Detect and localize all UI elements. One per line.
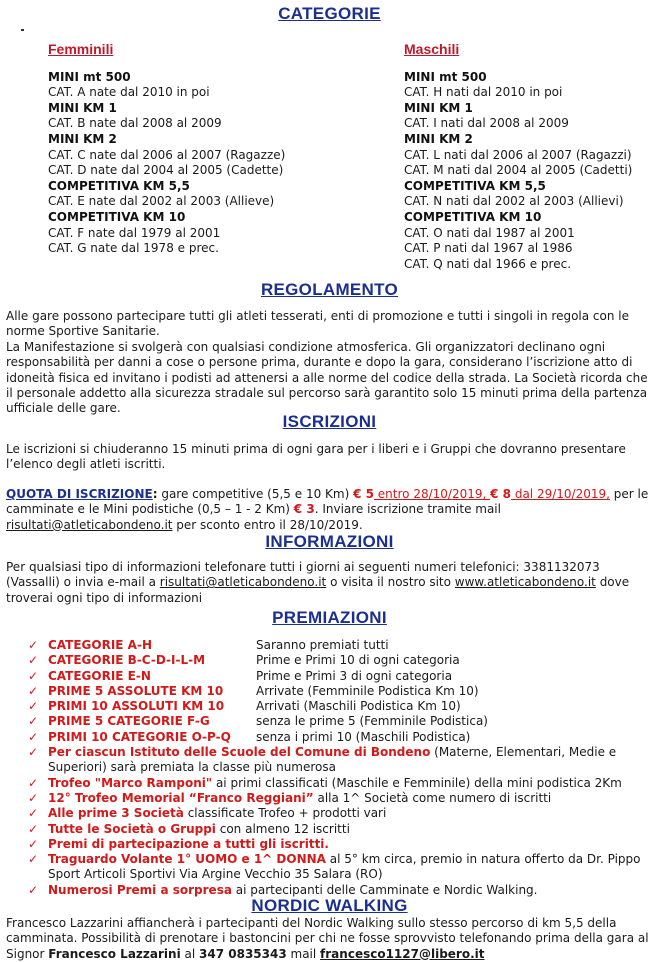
maschili-distance-label: MINI KM 2 xyxy=(404,131,473,146)
nordic-text-1: Francesco Lazzarini affiancherà i partecipanti del Nordic Walking sullo stesso percorso di km 5,5 della camminata. Possibilità di prenotare i bastoncini per chi ne fosse sprovvisto telefonando prima della gara al Signor xyxy=(6,916,649,961)
prize-extra-row xyxy=(30,837,655,852)
check-icon: ✓ xyxy=(28,699,39,714)
check-icon: ✓ xyxy=(28,790,39,805)
femminili-category-line: CAT. C nate dal 2006 al 2007 (Ragazze) xyxy=(48,147,286,162)
quota-text-4: per sconto entro il 28/10/2019. xyxy=(172,517,363,532)
check-icon: ✓ xyxy=(28,683,39,698)
prize-extra-row xyxy=(30,791,655,806)
nordic-contact-name: Francesco Lazzarini xyxy=(48,946,181,961)
info-email-link[interactable]: risultati@atleticabondeno.it xyxy=(159,575,327,590)
prize-row xyxy=(30,699,655,714)
prize-row xyxy=(30,714,655,729)
quota-paragraph xyxy=(6,487,656,533)
price-walk: € 3 xyxy=(293,502,315,517)
maschili-title: Maschili xyxy=(404,41,460,57)
maschili-category-line: CAT. O nati dal 1987 al 2001 xyxy=(404,225,575,240)
check-icon: ✓ xyxy=(28,745,39,760)
informazioni-paragraph xyxy=(6,560,656,606)
check-icon: ✓ xyxy=(28,852,39,867)
prize-extra-highlight: 12° Trofeo Memorial “Franco Reggiani” xyxy=(48,790,314,805)
maschili-distance-label: COMPETITIVA KM 10 xyxy=(404,209,542,224)
quota-text-3: . Inviare iscrizione tramite mail xyxy=(314,502,501,517)
quota-text-2: per le camminate e le Mini podistiche (0,5 – 1 - 2 Km) xyxy=(6,487,649,517)
prize-extra-detail: alla 1^ Società come numero di iscritti xyxy=(313,790,552,805)
prize-extra-text xyxy=(48,791,655,806)
prize-row xyxy=(30,638,655,653)
prize-extra-text xyxy=(48,822,655,837)
prize-extra-row xyxy=(30,852,655,883)
informazioni-heading: INFORMAZIONI xyxy=(265,532,394,551)
prize-extra-row xyxy=(30,776,655,791)
prize-extra-text xyxy=(48,776,655,791)
quota-label: QUOTA DI ISCRIZIONE xyxy=(6,487,153,501)
premiazioni-heading: PREMIAZIONI xyxy=(272,608,387,627)
premiazioni-list xyxy=(30,638,655,898)
prize-extra-row xyxy=(30,745,655,776)
prize-category: CATEGORIE E-N xyxy=(48,668,151,683)
prize-description: Arrivati (Maschili Podistica Km 10) xyxy=(256,699,461,714)
prize-description: Arrivate (Femminile Podistica Km 10) xyxy=(256,683,479,698)
nordic-phone: 347 0835343 xyxy=(199,946,287,961)
regolamento-p2: La Manifestazione si svolgerà con qualsiasi condizione atmosferica. Gli organizzatori declinano ogni responsabilità per danni a cose o persone prima, durante e dopo la gara, considerano l’iscrizione atto di idoneità fisica ed invitano i podisti ad attenersi a alle norme del codice della strada. La Società ricorda che il personale addetto alla sicurezza stradale sul percorso sarà garantito solo 15 minuti prima della partenza ufficiale delle gare. xyxy=(6,340,648,416)
check-icon: ✓ xyxy=(28,653,39,668)
nordic-paragraph xyxy=(6,916,656,962)
prize-row xyxy=(30,684,655,699)
prize-extra-text xyxy=(48,745,655,776)
maschili-category-line: CAT. P nati dal 1967 al 1986 xyxy=(404,241,573,256)
femminili-distance-label: COMPETITIVA KM 10 xyxy=(48,209,186,224)
femminili-column xyxy=(48,42,338,257)
prize-description: senza le prime 5 (Femminile Podistica) xyxy=(256,714,488,729)
prize-extra-detail: con almeno 12 iscritti xyxy=(215,821,350,836)
maschili-category-line: CAT. N nati dal 2002 al 2003 (Allievi) xyxy=(404,194,624,209)
maschili-list xyxy=(404,70,654,273)
prize-category: PRIME 5 CATEGORIE F-G xyxy=(48,714,210,729)
prize-extra-highlight: Premi di partecipazione a tutti gli iscritti. xyxy=(48,836,329,851)
info-text-2: o visita il nostro sito xyxy=(326,575,455,590)
prize-category: PRIMI 10 CATEGORIE O-P-Q xyxy=(48,729,231,744)
maschili-column xyxy=(404,42,654,272)
prize-extra-detail: ai partecipanti delle Camminate e Nordic Walking. xyxy=(231,882,538,897)
maschili-distance-label: COMPETITIVA KM 5,5 xyxy=(404,178,546,193)
prize-extra-highlight: Numerosi Premi a sorpresa xyxy=(48,882,232,897)
check-icon: ✓ xyxy=(28,668,39,683)
prize-extra-detail: classificate Trofeo + prodotti vari xyxy=(183,806,387,821)
iscrizioni-email-link[interactable]: risultati@atleticabondeno.it xyxy=(6,517,173,532)
femminili-category-line: CAT. B nate dal 2008 al 2009 xyxy=(48,116,222,131)
scan-mark xyxy=(21,29,24,31)
femminili-category-line: CAT. E nate dal 2002 al 2003 (Allieve) xyxy=(48,194,275,209)
maschili-category-line: CAT. Q nati dal 1966 e prec. xyxy=(404,256,572,271)
price-competitive-early: € 5 xyxy=(353,487,374,501)
nordic-email-link[interactable]: francesco1127@libero.it xyxy=(320,946,485,961)
info-site-link[interactable]: www.atleticabondeno.it xyxy=(454,575,596,590)
maschili-distance-label: MINI mt 500 xyxy=(404,69,487,84)
prize-extra-highlight: Per ciascun Istituto delle Scuole del Comune di Bondeno xyxy=(48,745,431,760)
check-icon: ✓ xyxy=(28,729,39,744)
prize-description: Prime e Primi 10 di ogni categoria xyxy=(256,653,460,668)
femminili-category-line: CAT. A nate dal 2010 in poi xyxy=(48,85,210,100)
femminili-category-line: CAT. D nate dal 2004 al 2005 (Cadette) xyxy=(48,163,284,178)
check-icon: ✓ xyxy=(28,882,39,897)
prize-extra-detail: al 5° km circa, premio in natura offerto da Dr. Pippo Sport Articoli Sportivi Via Argine Vecchio 35 Salara (RO) xyxy=(48,852,641,882)
prize-category: PRIMI 10 ASSOLUTI KM 10 xyxy=(48,699,225,714)
iscrizioni-p1: Le iscrizioni si chiuderanno 15 minuti prima di ogni gara per i liberi e i Gruppi che dovranno presentare l’elenco degli atleti iscritti. xyxy=(6,442,626,472)
prize-row xyxy=(30,669,655,684)
prize-extra-highlight: Alle prime 3 Società xyxy=(48,806,184,821)
prize-extra-detail: ai primi classificati (Maschile e Femminile) della mini podistica 2Km xyxy=(212,775,622,790)
check-icon: ✓ xyxy=(28,775,39,790)
nordic-heading: NORDIC WALKING xyxy=(251,896,408,915)
femminili-category-line: CAT. F nate dal 1979 al 2001 xyxy=(48,225,221,240)
nordic-text-3: mail xyxy=(286,946,321,961)
maschili-distance-label: MINI KM 1 xyxy=(404,100,473,115)
prize-row xyxy=(30,653,655,668)
prize-description: Prime e Primi 3 di ogni categoria xyxy=(256,668,453,683)
check-icon: ✓ xyxy=(28,714,39,729)
regolamento-heading: REGOLAMENTO xyxy=(260,280,399,299)
prize-extra-row xyxy=(30,806,655,821)
prize-description: Saranno premiati tutti xyxy=(256,638,389,652)
info-text-3: dove troverai ogni tipo di informazioni xyxy=(6,575,630,605)
prize-category: CATEGORIE A-H xyxy=(48,638,152,652)
check-icon: ✓ xyxy=(28,836,39,851)
maschili-category-line: CAT. M nati dal 2004 al 2005 (Cadetti) xyxy=(404,163,633,178)
femminili-distance-label: MINI KM 1 xyxy=(48,100,117,115)
categorie-heading: CATEGORIE xyxy=(278,4,381,23)
regolamento-p1: Alle gare possono partecipare tutti gli atleti tesserati, enti di promozione e tutti i singoli in regola con le norme Sportive Sanitarie. xyxy=(6,309,630,339)
maschili-category-line: CAT. L nati dal 2006 al 2007 (Ragazzi) xyxy=(404,147,632,162)
femminili-distance-label: COMPETITIVA KM 5,5 xyxy=(48,178,190,193)
prize-extra-text xyxy=(48,852,655,883)
femminili-list xyxy=(48,70,338,257)
prize-extra-highlight: Tutte le Società o Gruppi xyxy=(48,821,216,836)
nordic-text-2: al xyxy=(180,946,200,961)
date-late: dal 29/10/2019, xyxy=(511,487,610,501)
check-icon: ✓ xyxy=(28,821,39,836)
prize-extra-text xyxy=(48,806,655,821)
femminili-category-line: CAT. G nate dal 1978 e prec. xyxy=(48,241,219,256)
prize-extra-text xyxy=(48,837,655,852)
check-icon: ✓ xyxy=(28,806,39,821)
prize-description: senza i primi 10 (Maschili Podistica) xyxy=(256,729,471,744)
prize-category: PRIME 5 ASSOLUTE KM 10 xyxy=(48,683,224,698)
femminili-distance-label: MINI KM 2 xyxy=(48,131,117,146)
prize-extra-highlight: Traguardo Volante 1° UOMO e 1^ DONNA xyxy=(48,852,326,867)
prize-extra-row xyxy=(30,822,655,837)
price-competitive-late: € 8 xyxy=(490,487,512,501)
femminili-title: Femminili xyxy=(48,41,114,57)
femminili-distance-label: MINI mt 500 xyxy=(48,69,131,84)
prize-category: CATEGORIE B-C-D-I-L-M xyxy=(48,653,206,668)
maschili-category-line: CAT. H nati dal 2010 in poi xyxy=(404,85,563,100)
check-icon: ✓ xyxy=(28,638,39,652)
prize-extra-detail: (Materne, Elementari, Medie e Superiori) sarà premiata la classe più numerosa xyxy=(48,745,617,775)
prize-row xyxy=(30,730,655,745)
date-early: entro 28/10/2019, xyxy=(373,487,491,501)
quota-colon: : xyxy=(152,487,158,501)
prize-extra-highlight: Trofeo "Marco Ramponi" xyxy=(48,775,213,790)
info-text-1: Per qualsiasi tipo di informazioni telefonare tutti i giorni ai seguenti numeri telefonici: 3381132073 (Vassalli) o invia e-mail a xyxy=(6,560,600,590)
iscrizioni-heading: ISCRIZIONI xyxy=(282,412,377,431)
quota-text-1: gare competitive (5,5 e 10 Km) xyxy=(157,487,354,501)
maschili-category-line: CAT. I nati dal 2008 al 2009 xyxy=(404,116,569,131)
